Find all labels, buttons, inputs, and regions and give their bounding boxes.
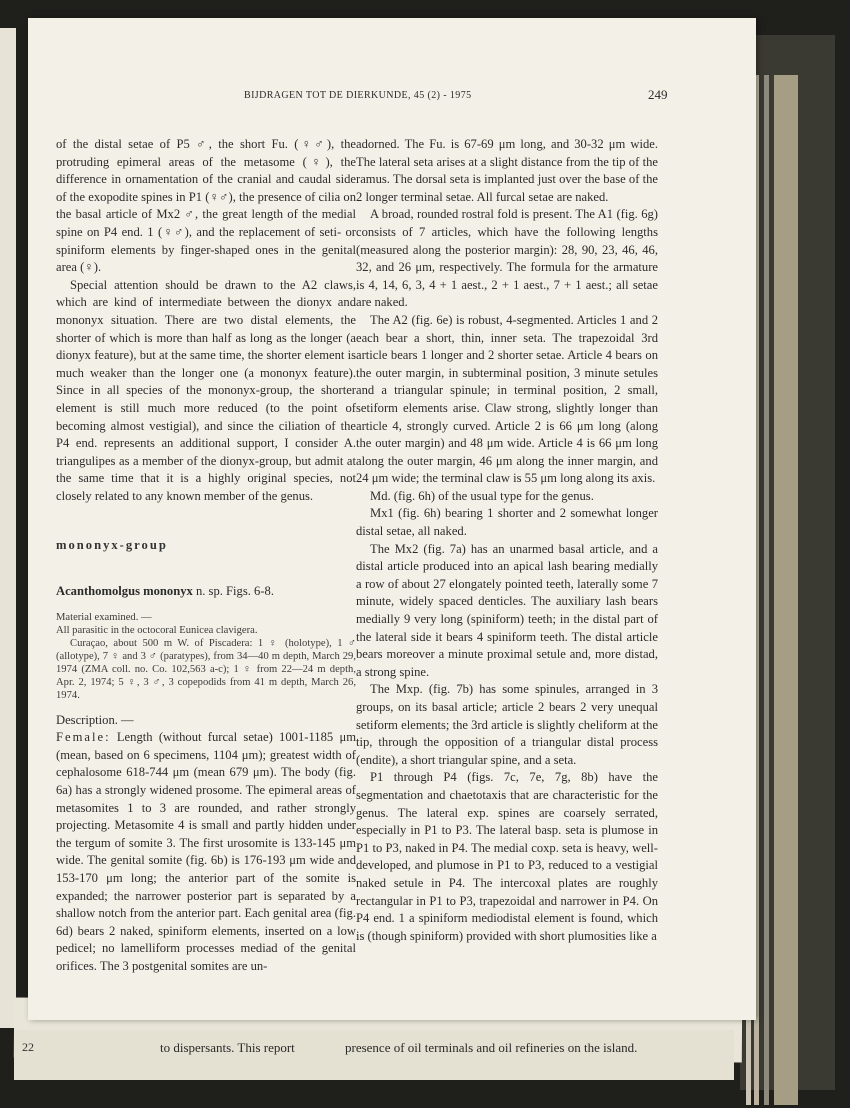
species-name: Acanthomolgus mononyx xyxy=(56,584,193,599)
paragraph: The Mxp. (fig. 7b) has some spinules, arranged in 3 groups, on its basal article; article 2 bears 2 very unequal setiform elements; the 3rd article is slightly cheliform at the tip, through the opposition of a triangular distal process (endite), a short triangular spine, and a seta. xyxy=(356,682,658,767)
female-text: Length (without furcal setae) 1001-1185 μm (mean, based on 6 specimens, 1104 μm); greatest width of cephalosome 618-744 μm (mean 679 μm). The body (fig. 6a) has a strongly widened prosome. The epimeral areas of metasomites 1 to 3 are rounded, and rather strongly projecting. Metasomite 4 is small and partly hidden under the tergum of somite 3. The first urosomite is 133-145 μm wide. The genital somite (fig. 6b) is 176-193 μm wide and 153-170 μm long; the anterior part of the somite is expanded; the narrower posterior part is separated by a shallow notch from the anterior part. Each genital area (fig. 6d) bears 2 naked, spiniform elements, inserted on a low pedicel; no lamelliform processes mediad of the genital orifices. The 3 postgenital somites are un- xyxy=(56,730,356,973)
underlying-folio: 22 xyxy=(22,1040,34,1054)
paragraph xyxy=(56,729,356,975)
paragraph: Special attention should be drawn to the A2 claws, which are kind of intermediate between the dionyx and mononyx situation. There are two distal elements, the shorter of which is more than half as long as the longer (a dionyx feature), but at the same time, the shorter element is much weaker than the longer one (a mononyx feature). Since in all species of the mononyx-group, the shorter element is still much more reduced (to the point of becoming almost vestigial), and since the ciliation of the P4 end. represents an additional support, I consider A. triangulipes as a member of the dionyx-group, but admit at the same time that it is a highly original species, not closely related to any known member of the genus. xyxy=(56,277,356,503)
stack-edge-4 xyxy=(774,75,798,1105)
page-number: 249 xyxy=(648,87,668,102)
left-page-edge xyxy=(0,28,16,1028)
running-head: BIJDRAGEN TOT DE DIERKUNDE, 45 (2) - 1975 xyxy=(244,90,472,101)
paragraph: The A2 (fig. 6e) is robust, 4-segmented. Articles 1 and 2 each bear a short, thin, inner seta. The trapezoidal 3rd article bears 1 longer and 2 shorter setae. Article 4 bears on the outer margin, in subterminal position, 3 minute setules and a triangular spinule; in terminal position, 2 small, setiform elements arise. Claw strong, slightly longer than article 4, strongly curved. Article 2 is 66 μm long (along the outer margin) and 48 μm wide. Article 4 is 66 μm long along the outer margin, 46 μm along the inner margin, and 24 μm wide; the terminal claw is 55 μm long along its axis. xyxy=(356,312,658,486)
right-column xyxy=(356,136,658,945)
species-heading xyxy=(56,583,356,601)
underlying-text-left: to dispersants. This report xyxy=(160,1040,295,1055)
material-line: Curaçao, about 500 m W. of Piscadera: 1 ♀ (holotype), 1 ♂ (allotype), 7 ♀ and 3 ♂ (paratypes), from 34—40 m depth, March 29, 1974 (ZMA coll. no. Co. 102,563 a-c); 1 ♀ from 22—24 m depth, Apr. 2, 1974; 5 ♀, 3 ♂, 3 copepodids from 41 m depth, March 26, 1974. xyxy=(56,637,356,701)
species-reference: n. sp. Figs. 6-8. xyxy=(192,584,274,599)
journal-page xyxy=(28,18,756,1020)
paragraph: A broad, rounded rostral fold is present. The A1 (fig. 6g) consists of 7 articles, which have the following lengths (measured along the posterior margin): 28, 90, 23, 46, 46, 32, and 26 μm, respectively. The formula for the armature is 4, 14, 6, 3, 4 + 1 aest., 2 + 1 aest., 7 + 1 aest.; all setae are naked. xyxy=(356,207,658,310)
paragraph: Mx1 (fig. 6h) bearing 1 shorter and 2 somewhat longer distal setae, all naked. xyxy=(356,506,658,539)
paragraph: The Mx2 (fig. 7a) has an unarmed basal article, and a distal article produced into an apical lash bearing medially a row of about 27 elongately pointed teeth, laterally some 7 minute, widely spaced denticles. The auxiliary lash bears medially 9 very long (spiniform) teeth; in the distal part of the lateral side it bears 4 spiniform teeth. The distal article bears moreover a minute proximal setule and, more distad, a strong spine. xyxy=(356,541,658,679)
paragraph: adorned. The Fu. is 67-69 μm long, and 30-32 μm wide. The lateral seta arises at a slight distance from the tip of the ramus. The dorsal seta is implanted just over the base of the 2 longer terminal setae. All furcal setae are naked. xyxy=(356,137,658,204)
section-heading: mononyx-group xyxy=(56,538,168,553)
material-heading: Material examined. — xyxy=(56,611,152,623)
paragraph: Md. (fig. 6h) of the usual type for the genus. xyxy=(370,488,594,503)
paragraph: P1 through P4 (figs. 7c, 7e, 7g, 8b) have the segmentation and chaetotaxis that are characteristic for the genus. The lateral exp. spines are coarsely serrated, especially in P1 to P3. The lateral basp. seta is plumose in P1 to P3, naked in P4. The medial coxp. seta is heavy, well-developed, and plumose in P1 to P3, reduced to a vestigial naked setule in P4. The intercoxal plates are roughly rectangular in P1 to P3, trapezoidal and narrower in P4. On P4 end. 1 a spiniform mediodistal element is found, which is (though spiniform) provided with short plumosities like a xyxy=(356,770,658,943)
material-line: All parasitic in the octocoral Eunicea clavigera. xyxy=(56,624,258,636)
paragraph: of the distal setae of P5 ♂, the short Fu. (♀♂), the protruding epimeral areas of the metasome (♀), the difference in ornamentation of the cranial and caudal side of the exopodite spines in P1 (♀♂), the presence of cilia on the basal article of Mx2 ♂, the great length of the medial spine on P4 end. 1 (♀♂), and the replacement of seti- or spiniform elements by finger-shaped ones in the genital area (♀). xyxy=(56,137,356,275)
description-heading: Description. — xyxy=(56,712,134,727)
stack-edge-3 xyxy=(764,75,769,1105)
underlying-text-right: presence of oil terminals and oil refineries on the island. xyxy=(345,1040,638,1055)
left-column xyxy=(56,136,356,976)
female-label: Female: xyxy=(56,730,111,745)
